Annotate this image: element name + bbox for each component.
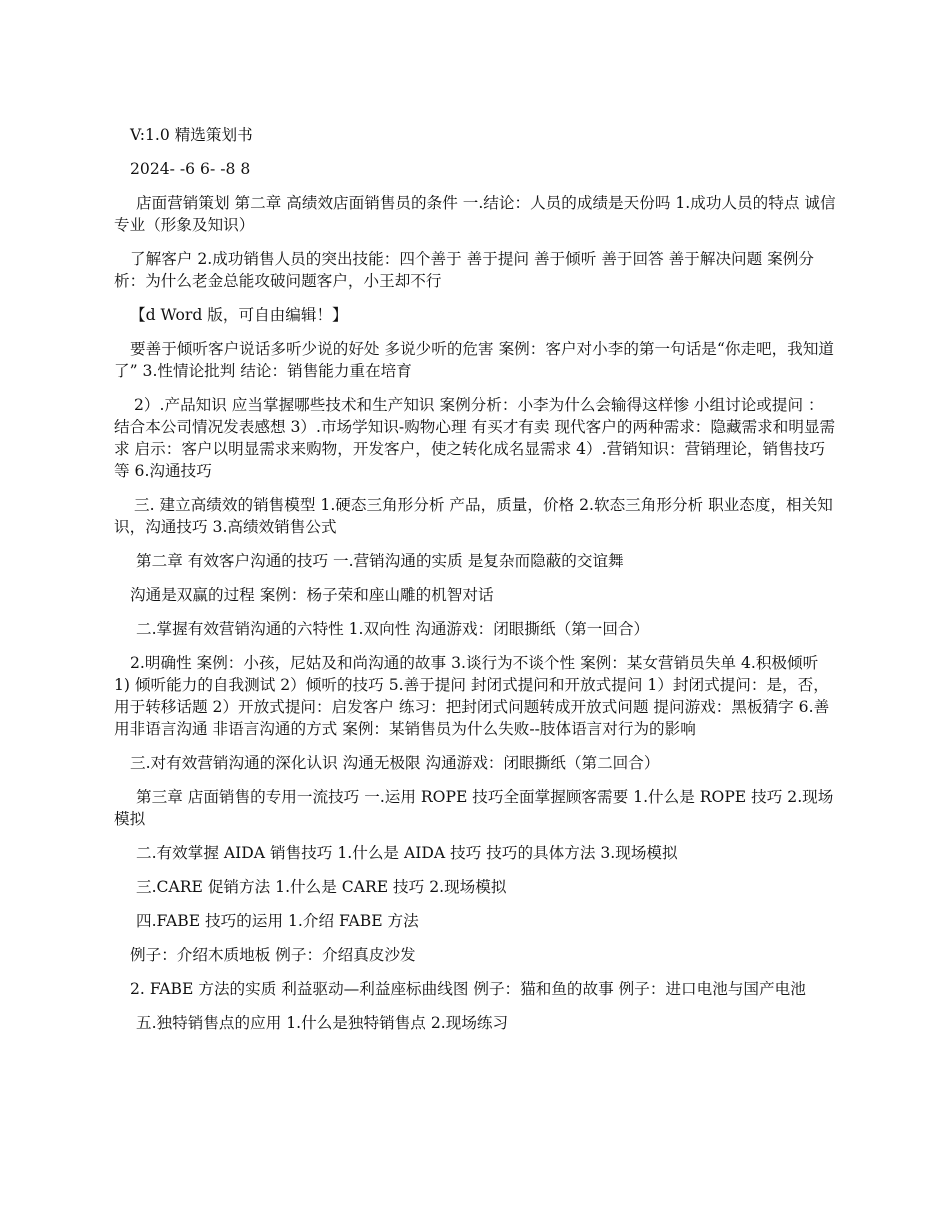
paragraph-word-notice: 【d Word 版，可自由编辑！】 <box>130 306 348 324</box>
paragraph-chapter-two: 第二章 有效客户沟通的技巧 一.营销沟通的实质 是复杂而隐蔽的交谊舞 <box>136 552 624 570</box>
paragraph-aida: 二.有效掌握 AIDA 销售技巧 1.什么是 AIDA 技巧 技巧的具体方法 3.现场模拟 <box>136 844 678 862</box>
paragraph-know-customers: 了解客户 2.成功销售人员的突出技能：四个善于 善于提问 善于倾听 善于回答 善于解决问题 案例分析：为什么老金总能攻破问题客户，小王却不行 <box>114 250 814 290</box>
paragraph-deep-understanding: 三.对有效营销沟通的深化认识 沟通无极限 沟通游戏：闭眼撕纸（第二回合） <box>130 754 660 772</box>
paragraph-fabe-essence: 2. FABE 方法的实质 利益驱动—利益座标曲线图 例子：猫和鱼的故事 例子：进口电池与国产电池 <box>130 980 806 998</box>
paragraph-usp: 五.独特销售点的应用 1.什么是独特销售点 2.现场练习 <box>136 1014 509 1032</box>
paragraph-product-knowledge: 2）.产品知识 应当掌握哪些技术和生产知识 案例分析：小李为什么会输得这样惨 小组讨论或提问 ：结合本公司情况发表感想 3）.市场学知识-购物心理 有买才有卖 现代客户的两种需求：隐藏需求和明显需求 启示：客户以明显需求来购物，开发客户，使之转化成名显需求 4）.营销知识：营销理论，销售技巧等 6.沟通技巧 <box>114 396 836 480</box>
paragraph-examples: 例子：介绍木质地板 例子：介绍真皮沙发 <box>130 946 416 964</box>
date-line: 2024- -6 6- -8 8 <box>130 160 251 178</box>
paragraph-win-win: 沟通是双赢的过程 案例：杨子荣和座山雕的机智对话 <box>130 586 494 604</box>
paragraph-store-marketing-plan: 店面营销策划 第二章 高绩效店面销售员的条件 一.结论：人员的成绩是天份吗 1.成功人员的特点 诚信 专业（形象及知识） <box>114 194 836 234</box>
paragraph-clarity: 2.明确性 案例：小孩，尼姑及和尚沟通的故事 3.谈行为不谈个性 案例：某女营销员失单 4.积极倾听 1) 倾听能力的自我测试 2）倾听的技巧 5.善于提问 封闭式提问和开放式提问 1）封闭式提问：是，否，用于转移话题 2）开放式提问：启发客户 练习：把封闭式问题转成开放式问题 提问游戏：黑板猜字 6.善用非语言沟通 非语言沟通的方式 案例：某销售员为什么失败--肢体语言对行为的影响 <box>114 654 830 738</box>
paragraph-six-features: 二.掌握有效营销沟通的六特性 1.双向性 沟通游戏：闭眼撕纸（第一回合） <box>136 620 650 638</box>
paragraph-listening: 要善于倾听客户说话多听少说的好处 多说少听的危害 案例：客户对小李的第一句话是“你走吧，我知道了” 3.性情论批判 结论：销售能力重在培育 <box>114 340 835 380</box>
paragraph-chapter-three: 第三章 店面销售的专用一流技巧 一.运用 ROPE 技巧全面掌握顾客需要 1.什么是 ROPE 技巧 2.现场模拟 <box>114 788 834 828</box>
paragraph-care: 三.CARE 促销方法 1.什么是 CARE 技巧 2.现场模拟 <box>136 878 507 896</box>
version-line: V:1.0 精选策划书 <box>130 126 253 144</box>
paragraph-sales-model: 三. 建立高绩效的销售模型 1.硬态三角形分析 产品，质量，价格 2.软态三角形分析 职业态度，相关知识，沟通技巧 3.高绩效销售公式 <box>114 496 833 536</box>
paragraph-fabe: 四.FABE 技巧的运用 1.介绍 FABE 方法 <box>136 912 419 930</box>
